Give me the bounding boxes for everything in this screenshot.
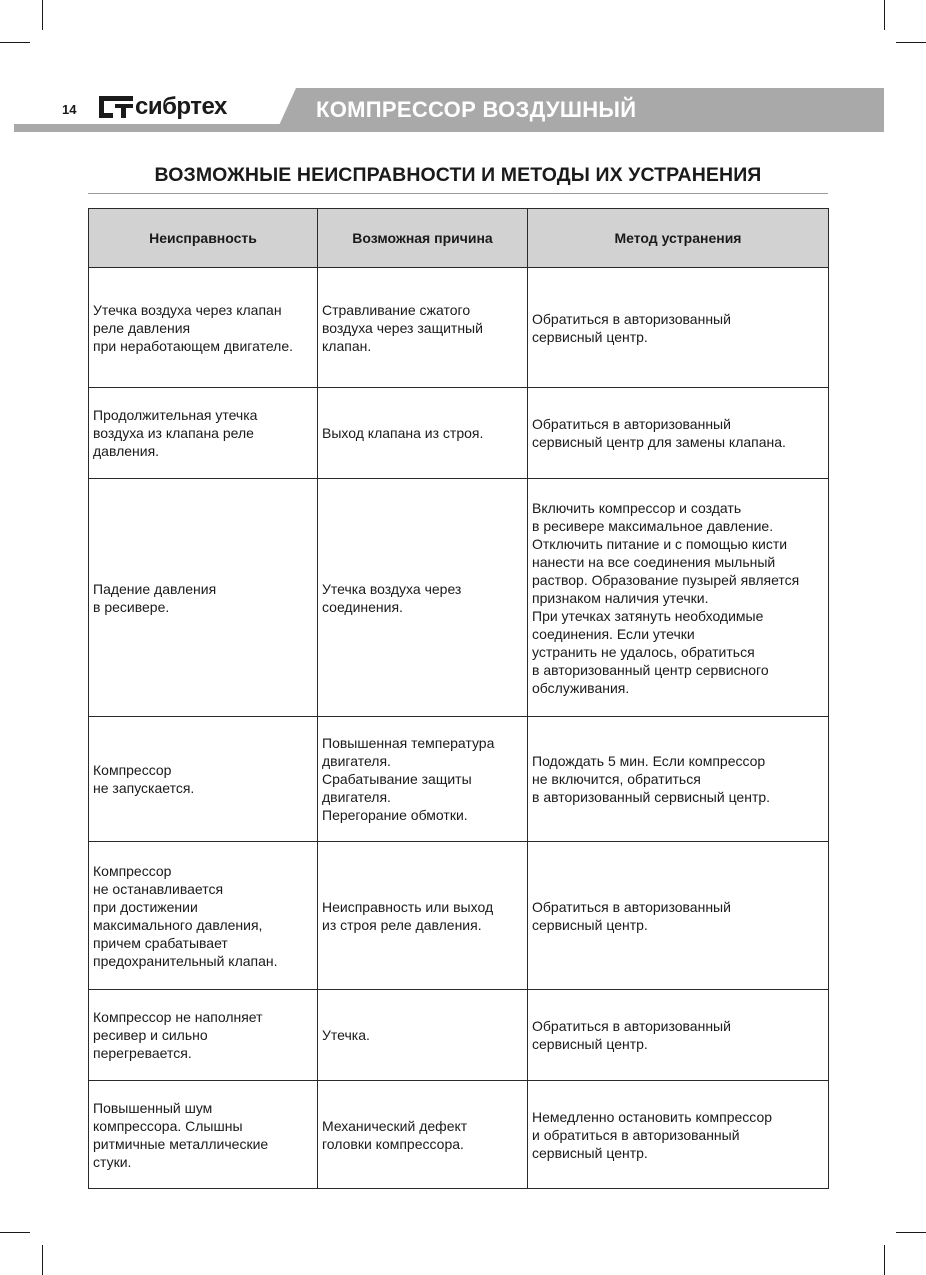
- troubleshooting-table: [88, 208, 829, 1189]
- table-row: [89, 842, 829, 990]
- table-row: [89, 268, 829, 388]
- cause-cell: Неисправность или выход из строя реле давления.: [318, 842, 528, 990]
- remedy-cell: Немедленно остановить компрессор и обратиться в авторизованный сервисный центр.: [528, 1081, 829, 1189]
- table-row: [89, 388, 829, 479]
- remedy-cell: Включить компрессор и создать в ресивере максимальное давление. Отключить питание и с помощью кисти нанести на все соединения мыльный раствор. Образование пузырей является признаком наличия утечки. При утечках затянуть необходимые соединения. Если утечки устранить не удалось, обратиться в авторизованный центр сервисного обслуживания.: [528, 479, 829, 717]
- remedy-cell: Обратиться в авторизованный сервисный центр.: [528, 268, 829, 388]
- crop-mark: [42, 0, 43, 30]
- crop-mark: [884, 1245, 885, 1275]
- remedy-cell: Обратиться в авторизованный сервисный центр.: [528, 990, 829, 1081]
- title-divider: [88, 193, 828, 194]
- brand-logo: [99, 94, 227, 120]
- table-row: [89, 479, 829, 717]
- fault-cell: Компрессор не останавливается при достижении максимального давления, причем срабатывает предохранительный клапан.: [89, 842, 318, 990]
- page-number: 14: [62, 102, 77, 117]
- fault-cell: Утечка воздуха через клапан реле давления при неработающем двигателе.: [89, 268, 318, 388]
- column-header-remedy: Метод устранения: [528, 209, 829, 268]
- table-row: [89, 717, 829, 842]
- section-title: ВОЗМОЖНЫЕ НЕИСПРАВНОСТИ И МЕТОДЫ ИХ УСТРАНЕНИЯ: [154, 164, 762, 186]
- product-title: КОМПРЕССОР ВОЗДУШНЫЙ: [316, 97, 637, 122]
- fault-cell: Продолжительная утечка воздуха из клапана реле давления.: [89, 388, 318, 479]
- table-header-row: [89, 209, 829, 268]
- crop-mark: [0, 42, 30, 43]
- cause-cell: Утечка.: [318, 990, 528, 1081]
- cause-cell: Утечка воздуха через соединения.: [318, 479, 528, 717]
- cause-cell: Стравливание сжатого воздуха через защитный клапан.: [318, 268, 528, 388]
- crop-mark: [42, 1245, 43, 1275]
- fault-cell: Компрессор не наполняет ресивер и сильно перегревается.: [89, 990, 318, 1081]
- remedy-cell: Обратиться в авторизованный сервисный центр для замены клапана.: [528, 388, 829, 479]
- cause-cell: Механический дефект головки компрессора.: [318, 1081, 528, 1189]
- remedy-cell: Обратиться в авторизованный сервисный центр.: [528, 842, 829, 990]
- crop-mark: [884, 0, 885, 30]
- crop-mark: [896, 1232, 926, 1233]
- cause-cell: Выход клапана из строя.: [318, 388, 528, 479]
- column-header-cause: Возможная причина: [318, 209, 528, 268]
- table-row: [89, 1081, 829, 1189]
- brand-mark-icon: [99, 96, 133, 118]
- table-row: [89, 990, 829, 1081]
- cause-cell: Повышенная температура двигателя. Срабатывание защиты двигателя. Перегорание обмотки.: [318, 717, 528, 842]
- crop-mark: [0, 1232, 30, 1233]
- fault-cell: Повышенный шум компрессора. Слышны ритмичные металлические стуки.: [89, 1081, 318, 1189]
- remedy-cell: Подождать 5 мин. Если компрессор не включится, обратиться в авторизованный сервисный центр.: [528, 717, 829, 842]
- crop-mark: [896, 42, 926, 43]
- fault-cell: Падение давления в ресивере.: [89, 479, 318, 717]
- brand-name: сибртех: [135, 93, 227, 120]
- column-header-fault: Неисправность: [89, 209, 318, 268]
- fault-cell: Компрессор не запускается.: [89, 717, 318, 842]
